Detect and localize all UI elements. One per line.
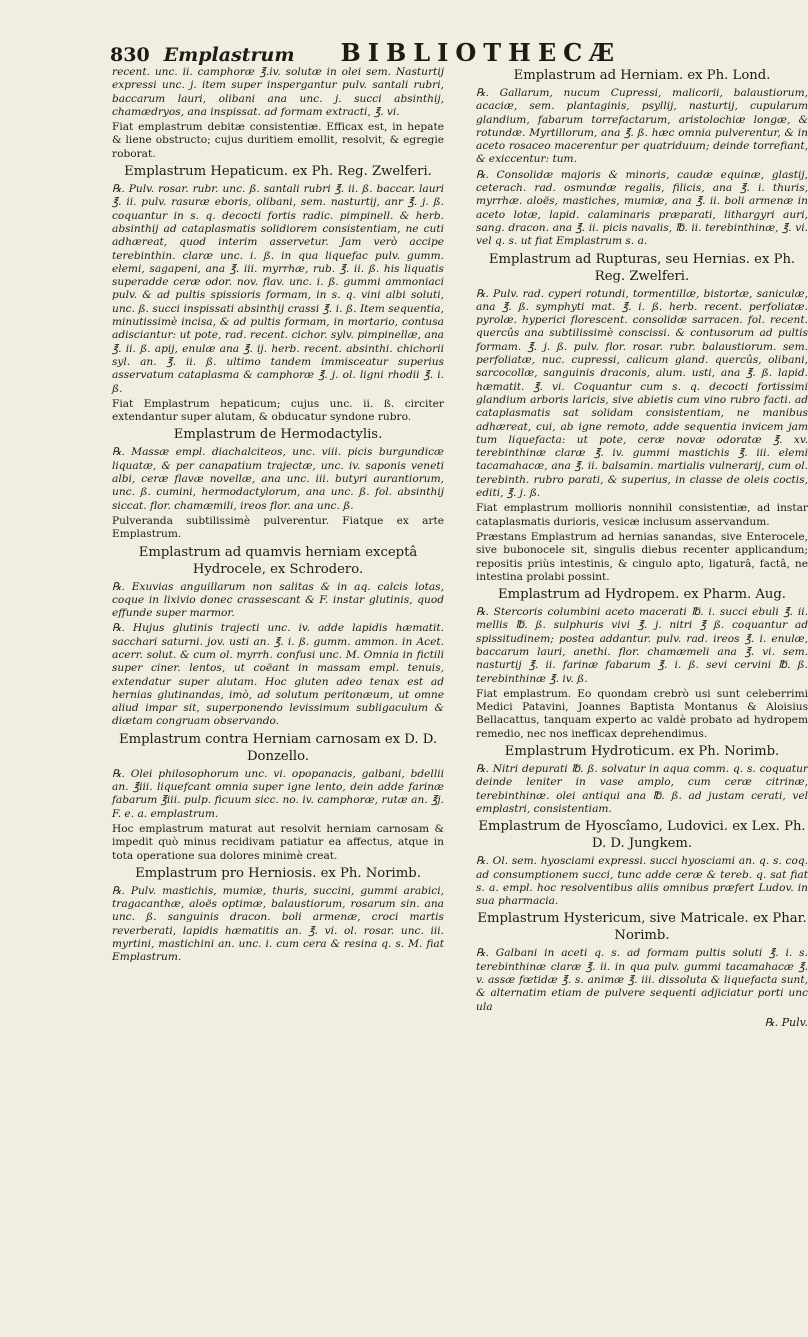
running-header	[110, 38, 770, 68]
recipe-paragraph: ℞. Galbani in aceti q. s. ad formam pultis soluti ℥. i. s. terebinthinæ claræ ℥. ii. in qua pulv. gummi tacamahacæ ℥. v. assæ fœtidæ ℥. s. animæ ℥. iii. dissoluta & liquefacta sunt, & alternatim etiam de pulvere sequenti adjiciatur porti unc ula	[476, 947, 808, 1013]
text-paragraph: Fiat emplastrum mollioris nonnihil consistentiæ, ad instar cataplasmatis durioris, vesicæ inclusum asservandum.	[476, 502, 808, 528]
recipe-paragraph: ℞. Pulv. mastichis, mumiæ, thuris, succini, gummi arabici, tragacanthæ, aloës optimæ, balaustiorum, rosarum sin. ana unc. ß. sanguinis dracon. boli armenæ, croci martis reverberati, lapidis hæmatitis an. ℥. vi. ol. rosar. unc. iii. myrtini, mastichini an. unc. i. cum cera & resina q. s. M. fiat Emplastrum.	[112, 884, 444, 964]
recipe-paragraph: ℞. Hujus glutinis trajecti unc. iv. adde lapidis hæmatit. sacchari saturni. jov. usti an. ℥. i. ß. gumm. ammon. in Acet. acerr. solut. & cum ol. myrrh. confusi unc. M. Omnia in fictili super ciner. lentos, ut coëant in massam empl. tenuis, extendatur super alutam. Hoc gluten adeo tenax est ad hernias glutinandas, imò, ad solutum peritonæum, ut omne aliud impar sit, superponendo levissimum subligaculum & diætam congruam observando.	[112, 622, 444, 728]
section-title: Emplastrum	[163, 44, 295, 66]
section-heading: Emplastrum contra Herniam carnosam ex D. D. Donzello.	[118, 731, 438, 764]
section-heading: Emplastrum ad quamvis herniam exceptâ Hydrocele, ex Schrodero.	[138, 544, 418, 577]
section-heading: Emplastrum pro Herniosis. ex Ph. Norimb.	[135, 865, 421, 881]
recipe-paragraph: ℞. Nitri depurati ℔. ß. solvatur in aqua comm. q. s. coquatur deinde leniter in vase amplo, cum ceræ citrinæ, terebinthinæ. olei antiqui ana ℔. ß. ad justam cerati, vel emplastri, consistentiam.	[476, 763, 808, 815]
right-column	[476, 66, 808, 1029]
section-heading: Emplastrum de Hyoscîamo, Ludovici. ex Lex. Ph. D. D. Jungkem.	[478, 819, 806, 852]
section-heading: Emplastrum ad Herniam. ex Ph. Lond.	[513, 68, 771, 83]
recipe-paragraph: ℞. Gallarum, nucum Cupressi, malicorii, balaustiorum, acaciæ, sem. plantaginis, psyllij, nasturtij, cupularum glandium, fabarum torrefactarum, aristolochiæ longæ, & rotundæ. Myrtillorum, ana ℥. ß. hæc omnia pulverentur, & in aceto rosaceo macerentur per quatriduum; deinde torrefiant, & exiccentur: tum.	[476, 87, 808, 166]
recipe-paragraph: ℞. Pulv. rosar. rubr. unc. ß. santali rubri ℥. ii. ß. baccar. lauri ℥. ii. pulv. rasuræ eboris, olibani, sem. nasturtij, anr ℥. j. ß. coquantur in s. q. decocti fortis radic. pimpinell. & herb. absinthij ad cataplasmatis solidiorem consistentiam, ne cuti adhæreat, quod interim asservetur. Jam verò accipe terebinthin. claræ unc. i. ß. in qua liquefac pulv. gumm. elemi, sagapeni, ana ℥. iii. myrrhæ, rub. ℥. ii. ß. his liquatis superadde ceræ odor. nov. flav. unc. i. ß. gummi ammoniaci pulv. & ad pultis spissioris formam, in s. q. vini albi soluti, unc. ß. succi inspissati absinthij crassi ℥. i. ß. Item sequentia, minutissimè incisa, & ad pultis formam, in mortario, contusa adisciantur: ut pote, rad. recent. cichor. sylv. pimpinellæ, ana ℥. ii. ß. apij, enulæ ana ℥. ij. herb. recent. absinthi. chichorii syl. an. ℥. ii. ß. ultimo tandem immisceatur superius asservatum cataplasma & camphoræ ℥. j. ol. ligni rhodii ℥. i. ß.	[112, 183, 444, 395]
text-paragraph: Pulveranda subtilissimè pulverentur. Fiatque ex arte Emplastrum.	[112, 514, 444, 541]
recipe-paragraph: ℞. Pulv. rad. cyperi rotundi, tormentillæ, bistortæ, saniculæ, ana ℥. ß. symphyti mat. ℥. i. ß. herb. recent. perfoliatæ. pyrolæ. hyperici florescent. consolidæ sarracen. fol. recent. quercûs ana subtilissimè conscissi. & contusorum ad pultis formam. ℥. j. ß. pulv. flor. rosar. rubr. balaustiorum. sem. perfoliatæ, nuc. cupressi, calicum gland. quercûs, olibani, sarcocollæ, sanguinis draconis, alum. usti, ana ℥. ß. lapid. hæmatit. ℥. vi. Coquantur cum s. q. decocti fortissimi glandium arboris laricis, sive abietis cum vino rubro facti. ad cataplasmatis sat solidam consistentiam, ne manibus adhæreat, cui, ab igne remoto, adde sequentia invicem jam tum liquefacta: ut pote, ceræ novæ odoratæ ℥. xv. terebinthinæ claræ ℥. iv. gummi mastichis ℥. iii. elemi tacamahacæ, ana ℥. ii. balsamin. martialis vulnerarij, cum ol. terebinth. rubro parati, & superius, in classe de oleis coctis, editi, ℥. j. ß.	[476, 287, 808, 500]
page-number: 830	[110, 44, 150, 66]
text-paragraph: Hoc emplastrum maturat aut resolvit herniam carnosam & impedit quò minus recidivam patiatur ea affectus, atque in tota operatione sua dolores minimè creat.	[112, 822, 444, 862]
text-paragraph: Fiat emplastrum. Eo quondam crebrò usi sunt celeberrimi Medici Patavini, Joannes Baptista Montanus & Aloisius Bellacattus, tanquam experto ac valdè probato ad hydropem remedio, nec nos inefficax deprehendimus.	[476, 687, 808, 740]
text-paragraph: Fiat emplastrum debitæ consistentiæ. Efficax est, in hepate & liene obstructo; cujus duritiem emollit, resolvit, & egregie roborat.	[112, 121, 444, 160]
section-heading: Emplastrum Hystericum, sive Matricale. ex Phar. Norimb.	[477, 911, 807, 944]
recipe-paragraph: ℞. Stercoris columbini aceto macerati ℔. i. succi ebuli ℥. ii. mellis ℔. ß. sulphuris vivi ℥. j. nitri ℥ ß. coquantur ad spissitudinem; postea addantur. pulv. rad. ireos ℥. i. enulæ, baccarum lauri, anethi. flor. chamæmeli ana ℥. vi. sem. nasturtij ℥. ii. farinæ fabarum ℥. i. ß. sevi cervini ℔. ß. terebinthinæ ℥. iv. ß.	[476, 606, 808, 685]
recipe-paragraph: ℞. Exuvias anguillarum non salitas & in aq. calcis lotas, coque in lixivio donec crassescant & F. instar glutinis, quod effunde super marmor.	[112, 580, 444, 620]
recipe-paragraph: recent. unc. ii. camphoræ ℥.iv. solutæ in olei sem. Nasturtij expressi unc. j. item super inspergantur pulv. santali rubri, baccarum lauri, olibani ana unc. j. succi absinthij, chamædryos, ana inspissat. ad formam extracti, ℥. vi.	[112, 66, 444, 118]
recipe-paragraph: ℞. Olei philosophorum unc. vi. opopanacis, galbani, bdellii an. ℥iii. liquefcant omnia super igne lento, dein adde farinæ fabarum ℥iii. pulp. ficuum sicc. no. iv. camphoræ, rutæ an. ℥j. F. e. a. emplastrum.	[112, 767, 444, 820]
recipe-paragraph: ℞. Ol. sem. hyosciami expressi. succi hyosciami an. q. s. coq. ad consumptionem succi, tunc adde ceræ & tereb. q. sat fiat s. a. empl. hoc resolventibus aliis omnibus præfert Ludov. in sua pharmacia.	[476, 855, 808, 908]
section-heading: Emplastrum ad Hydropem. ex Pharm. Aug.	[498, 587, 786, 603]
left-column	[112, 66, 444, 967]
recipe-paragraph: ℞. Massæ empl. diachalciteos, unc. viii. picis burgundicæ liquatæ, & per canapatium trajectæ, unc. iv. saponis veneti albi, ceræ flavæ novellæ, ana unc. iii. butyri aurantiorum, unc. ß. cumini, hermodactylorum, ana unc. ß. fol. absinthij siccat. flor. chamæmili, ireos flor. ana unc. ß.	[112, 446, 444, 512]
section-heading: Emplastrum Hydroticum. ex Ph. Norimb.	[504, 744, 780, 760]
section-heading: Emplastrum de Hermodactylis.	[173, 427, 383, 443]
book-title: BIBLIOTHECÆ	[340, 38, 622, 67]
section-heading: Emplastrum Hepaticum. ex Ph. Reg. Zwelferi.	[124, 164, 432, 180]
section-heading: Emplastrum ad Rupturas, seu Hernias. ex Ph. Reg. Zwelferi.	[488, 251, 796, 284]
recipe-paragraph: ℞. Consolidæ majoris & minoris, caudæ equinæ, glastij, ceterach. rad. osmundæ regalis, filicis, ana ℥. i. thuris, myrrhæ. aloës, mastiches, mumiæ, ana ℥. ii. boli armenæ in aceto lotæ, lapid. calaminaris præparati, lithargyri auri, sang. dracon. ana ℥. ii. picis navalis, ℔. ii. terebinthinæ, ℥. vi. vel q. s. ut fiat Emplastrum s. a.	[476, 168, 808, 248]
catchword: ℞. Pulv.	[764, 1015, 808, 1029]
text-paragraph: Præstans Emplastrum ad hernias sanandas, sive Enterocele, sive bubonocele sit, singulis diebus recenter applicandum; repositis priùs intestinis, & cingulo apto, ligaturâ, factâ, ne intestina prolabi possint.	[476, 530, 808, 583]
text-paragraph: Fiat Emplastrum hepaticum; cujus unc. ii. ß. circiter extendantur super alutam, & obducatur syndone rubro.	[112, 397, 444, 424]
